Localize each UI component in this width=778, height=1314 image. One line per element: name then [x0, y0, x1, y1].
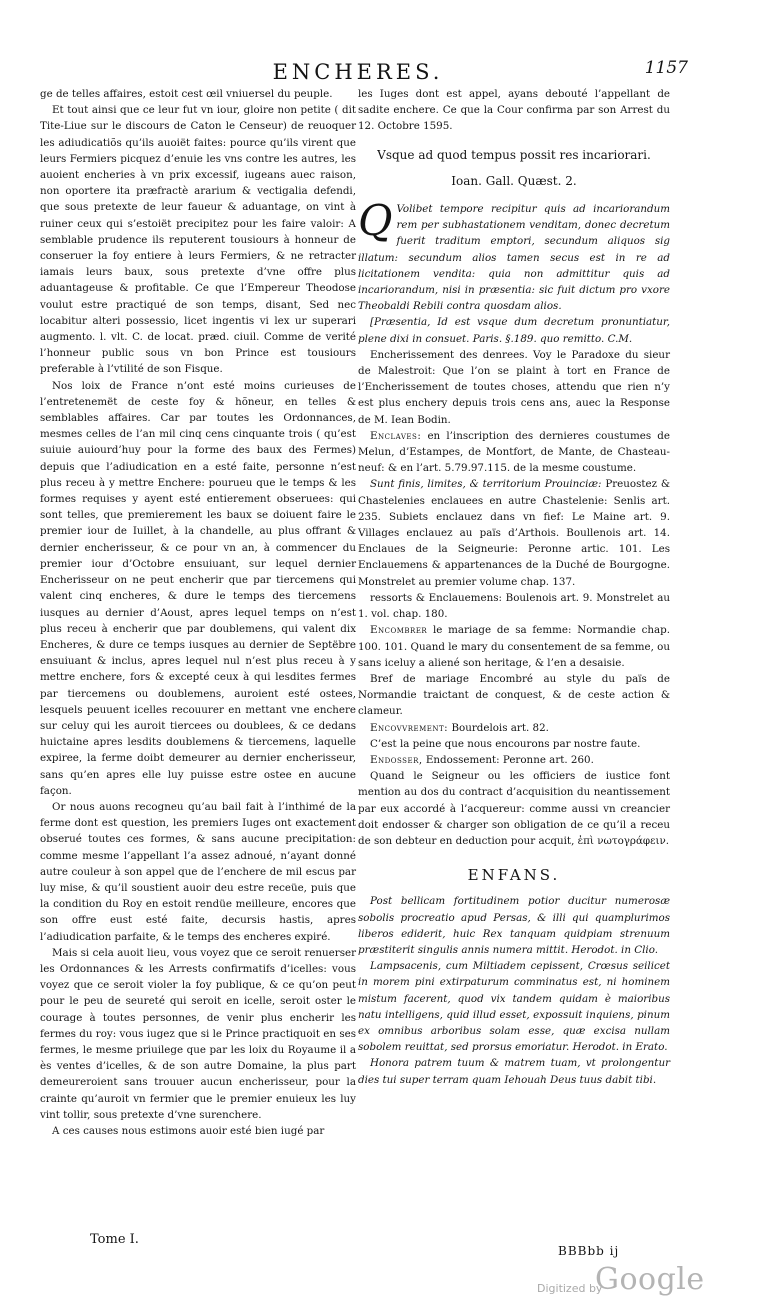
watermark-prefix: Digitized by [537, 1282, 603, 1295]
paragraph: C’est la peine que nous encourons par nostre faute. [370, 737, 641, 750]
left-column [40, 86, 356, 1139]
section-heading: ENFANS. [467, 866, 561, 885]
entry-text: Endossement: Peronne art. 260. [425, 753, 594, 766]
signature-mark: BBBbb ij [558, 1244, 620, 1258]
entry-term: Enclaves: [370, 429, 422, 442]
paragraph: Encherissement des denrees. Voy le Paradoxe du sieur de Malestroit: Que l’on se plaint à tort en France de l’Encherissement de toutes choses, attendu que rien n’y est plus enchery depuis trois cens ans, auec la Response de M. Iean Bodin. [358, 348, 670, 426]
latin-paragraph: Lampsacenis, cum Miltiadem cepissent, Crœsus seilicet in morem pini extirpaturum comminatus est, ni hominem mistum facerent, quod vix tandem quidam è maioribus natu intelligens, quid illud esset, expossuit inquiens, pinum ex omnibus arboribus solam esse, quæ excisa nullam sobolem reuittat, sed prorsus emoriatur. Herodot. in Erato. [358, 960, 670, 1054]
latin-paragraph: Honora patrem tuum & matrem tuam, vt prolongentur dies tui super terram quam Iehouah Deus tuus dabit tibi. [358, 1057, 670, 1086]
drop-cap: Q [358, 196, 393, 246]
right-column [358, 86, 670, 1088]
entry-term: Endosser, [370, 753, 423, 766]
latin-paragraph: Post bellicam fortitudinem potior ducitur numerosæ sobolis procreatio apud Persas, & illi qui quamplurimos liberos ediderit, huic Rex tanquam quidpiam strenuum præstiterit singulis annis numera mittit. Herodot. in Clio. [358, 895, 670, 956]
entry [358, 622, 670, 671]
paragraph: Quand le Seigneur ou les officiers de iustice font mention au dos du contract d’acquisition du neantissement par eux accordé à l’acquereur: comme aussi vn creancier doit endosser & charger son obligation de ce qu’il a receu de son debteur en deduction pour acquit, ἐπὶ νωτογράφειν. [358, 770, 670, 847]
page-header [28, 58, 688, 88]
entry [358, 720, 670, 736]
page-number: 1157 [644, 58, 688, 78]
entry [358, 428, 670, 477]
paragraph: Et tout ainsi que ce leur fut vn iour, gloire non petite ( dit Tite-Liue sur le discours de Caton le Censeur) de reuoquer les adiudicatiõs qu’ils auoiët faites: pource qu’ils virent que leurs Fermiers picquez d’enuie les vns contre les autres, les auoient encheries à vn prix excessif, iugeans auec raison, non oportere ita præfractè ararium & vectigalia defendi, que sous pretexte de leur faueur & aduantage, on vint à ruiner ceux qui s’estoiët precipitez pour les faire valoir: A semblable prudence ils reputerent tousiours à honneur de conseruer la foy entiere à leurs Fermiers, & ne retracter iamais leurs baux, sous pretexte d’vne offre plus aduantageuse & profitable. Ce que l’Empereur Theodose voulut estre practiqué de son temps, disant, Sed nec locabitur alteri possessio, licet ingentis vi lex ur superari augmento. l. vlt. C. de locat. præd. ciuil. Comme de verité l’honneur public sous vn bon Prince est tousiours preferable à l’vtilité de son Fisque. [40, 104, 356, 376]
google-watermark [537, 1262, 737, 1302]
entry [358, 476, 670, 589]
paragraph: A ces causes nous estimons auoir esté bien iugé par [52, 1125, 325, 1137]
volume-label: Tome I. [90, 1232, 139, 1247]
paragraph: ge de telles affaires, estoit cest œil vniuersel du peuple. [40, 88, 333, 100]
paragraph: Bref de mariage Encombré au style du païs de Normandie traictant de conquest, & de ceste action & clameur. [358, 672, 670, 718]
paragraph: Mais si cela auoit lieu, vous voyez que ce seroit renuerser les Ordonnances & les Arrests confirmatifs d’icelles: vous voyez que ce seroit violer la foy publique, & ce qu’on peut pour le peu de seureté qui seroit en icelle, seroit oster le courage à toutes personnes, de venir plus encherir les fermes du roy: vous iugez que si le Prince practiquoit en ses fermes, le mesme priuilege que par les loix du Royaume il a ès ventes d’icelles, & de son autre Domaine, la plus part demeureroient sans trouuer aucun encherisseur, pour la crainte qu’auroit vn fermier que le premier enuieux les luy vint tollir, sous pretexte d’vne surenchere. [40, 946, 356, 1121]
citation: Ioan. Gall. Quæst. 2. [451, 173, 577, 188]
annotation: [Præsentia, Id est vsque dum decretum pronuntiatur, plene dixi in consuet. Paris. §.189. quo remitto. C.M. [358, 316, 670, 345]
paragraph: Or nous auons recogneu qu’au bail fait à l’inthimé de la ferme dont est question, les premiers Iuges ont exactement obserué toutes ces formes, & sans aucune precipitation: comme mesme l’appellant l’a assez adnoué, n’ayant donné autre couleur à son appel que de l’enchere de mil escus par luy mise, & qu’il soustient auoir deu estre receüe, puis que la condition du Roy en estoit rendüe meilleure, encores que son offre eust esté faite, decursis hastis, apres l’adiudication parfaite, & le temps des encheres expiré. [40, 800, 356, 943]
entry [358, 752, 670, 768]
entry-term: Encovvrement: [370, 721, 449, 734]
running-title: ENCHERES. [272, 60, 444, 84]
paragraph: Nos loix de France n’ont esté moins curieuses de l’entretenemët de ceste foy & hõneur, en telles & semblables affaires. Car par toutes les Ordonnances, mesmes celles de l’an mil cinq cens cinquante trois ( qu’est suiuie auiourd’huy pour la forme des baux des Fermes) depuis que l’adiudication en a esté faite, personne n’est plus receu à y mettre Enchere: pourueu que le temps & les formes requises y ayent esté entierement obseruees: qui sont telles, que premierement les baux se doiuent faire le premier iour de Iuillet, à la chandelle, au plus offrant & dernier encherisseur, & ce pour vn an, à commencer du premier iour d’Octobre ensuiuant, sur lequel dernier Encherisseur on ne peut encherir que par tiercemens qui valent cinq encheres, & dure le temps des tiercemens iusques au dernier d’Aoust, apres lequel temps on n’est plus receu à encherir que par doublemens, qui valent dix Encheres, & dure ce temps iusques au dernier de Septëbre ensuiuant & inclus, apres lequel nul n’est plus receu à y mettre enchere, fors & excepté ceux à qui lesdites fermes par tiercemens ou doublemens, auroient esté ostees, lesquels peuuent icelles recouurer en mettant vne enchere sur celuy qui les auroit tiercees ou doublees, & ce dedans huictaine apres lesdits doublemens & tiercemens, laquelle expiree, la ferme doibt demeurer au dernier encherisseur, sans qu’en apres elle luy puisse estre ostee en aucune façon. [40, 379, 356, 797]
latin-text: Volibet tempore recipitur quis ad incariorandum rem per subhastationem venditam, donec decretum fuerit traditum emptori, secundum aliquos sig illatum: secundum alios tamen secus est in re ad licitationem vendita: quia non admittitur quis ad incariorandum, nisi in præsentia: sic fuit dictum pro vxore Theobaldi Rebili contra quosdam alios. [358, 203, 670, 313]
paragraph: ressorts & Enclauemens: Boulenois art. 9. Monstrelet au 1. vol. chap. 180. [358, 591, 670, 621]
google-logo: Google [595, 1262, 705, 1297]
entry-term: Encombrer [370, 624, 428, 637]
paragraph: les Iuges dont est appel, ayans debouté l’appellant de sadite enchere. Ce que la Cour confirma par son Arrest du 12. Octobre 1595. [358, 88, 670, 133]
entry-text: Bourdelois art. 82. [451, 721, 549, 734]
quaestio-heading: Vsque ad quod tempus possit res incariorari. [377, 147, 651, 162]
entry-text: le mariage de sa femme: Normandie chap. 100. 101. Quand le mary du consentement de sa femme, ou sans iceluy a aliené son heritage, & l’en a desaisie. [358, 624, 670, 669]
entry-text: Preuostez & Chastelenies enclauees en autre Chastelenie: Senlis art. 235. Subiets enclauez dans vn fief: Le Maine art. 9. Villages enclauez au païs d’Arthois. Boullenois art. 14. Enclaues de la Seigneurie: Peronne artic. 101. Les Enclauemens & appartenances de la Duché de Bourgogne. Monstrelet au premier volume chap. 137. [358, 478, 670, 588]
latin-paragraph [358, 196, 670, 314]
entry-text: en l’inscription des dernieres coustumes de Melun, d’Estampes, de Montfort, de Mante, de Chasteau-neuf: & en l’art. 5.79.97.115. de la mesme coustume. [358, 429, 670, 475]
entry-term: Sunt finis, limites, & territorium Prouinciæ: [370, 478, 602, 491]
